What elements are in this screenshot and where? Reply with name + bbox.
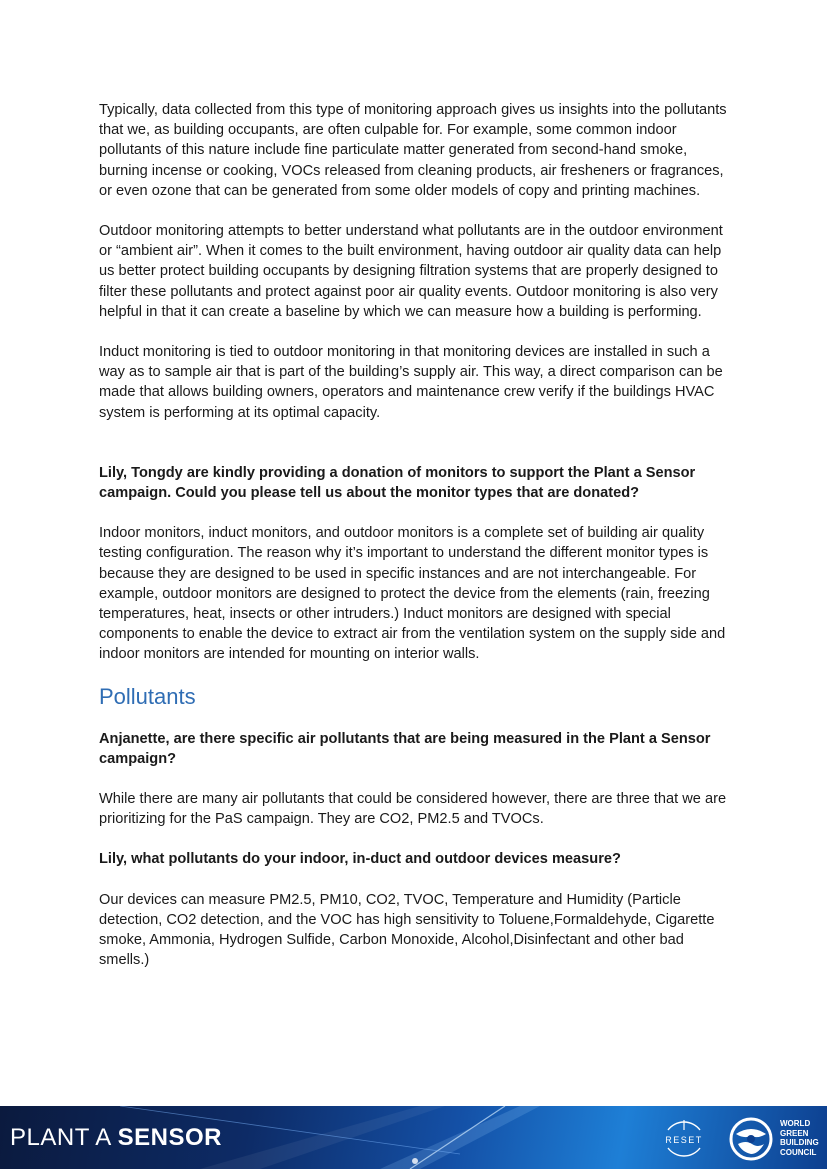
brand-text-bold: SENSOR (117, 1124, 222, 1151)
answer-device-measurements: Our devices can measure PM2.5, PM10, CO2, TVOC, Temperature and Humidity (Particle detection, CO2 detection, and the VOC has high sensitivity to Toluene,Formaldehyde, Cigarette smoke, Ammonia, Hydrogen Sulfide, Carbon Monoxide, Alcohol,Disinfectant and other bad smells.) (99, 891, 715, 969)
footer-banner (0, 1106, 827, 1169)
wgbc-line: WORLD (780, 1119, 811, 1128)
question-specific-pollutants: Anjanette, are there specific air pollutants that are being measured in the Plant a Sensor campaign? (99, 730, 711, 767)
paragraph-induct-monitoring: Induct monitoring is tied to outdoor monitoring in that monitoring devices are installed in such a way as to sample air that is part of the building’s supply air. This way, a direct comparison can be made that allows building owners, operators and maintenance crew verify if the buildings HVAC system is performing at its optimal capacity. (99, 344, 723, 421)
reset-logo-icon (660, 1116, 708, 1162)
question-monitor-types: Lily, Tongdy are kindly providing a donation of monitors to support the Plant a Sensor campaign. Could you please tell us about the monitor types that are donated? (99, 464, 696, 502)
svg-text:RESET: RESET (665, 1135, 703, 1145)
document-body (99, 100, 735, 971)
wgbc-globe-icon (728, 1116, 774, 1162)
paragraph-indoor-monitoring: Typically, data collected from this type of monitoring approach gives us insights into the pollutants that we, as building occupants, are often culpable for. For example, some common indoor pollutants of this nature include fine particulate matter generated from second-hand smoke, burning incense or cooking, VOCs released from cleaning products, air fresheners or fragrances, or even ozone that can be generated from some older models of copy and printing machines. (99, 102, 727, 199)
brand-text-light: PLANT A (10, 1124, 118, 1151)
section-heading-pollutants: Pollutants (99, 683, 196, 709)
paragraph-outdoor-monitoring: Outdoor monitoring attempts to better understand what pollutants are in the outdoor environment or “ambient air”. When it comes to the built environment, having outdoor air quality data can help us better protect building occupants by designing filtration systems that are properly designed to filter these pollutants and protect against poor air quality events. Outdoor monitoring is also very helpful in that it can create a baseline by which we can measure how a building is performing. (99, 223, 723, 320)
wgbc-line: BUILDING (780, 1138, 819, 1147)
question-device-measurements: Lily, what pollutants do your indoor, in-duct and outdoor devices measure? (99, 851, 621, 868)
plant-a-sensor-logo (10, 1124, 222, 1152)
wgbc-wordmark (780, 1119, 819, 1157)
wgbc-line: GREEN (780, 1128, 809, 1138)
wgbc-line: COUNCIL (780, 1147, 817, 1157)
answer-monitor-types: Indoor monitors, induct monitors, and outdoor monitors is a complete set of building air quality testing configuration. The reason why it’s important to understand the different monitor types is because they are designed to be used in specific instances and are not interchangeable. For example, outdoor monitors are designed to protect the device from the elements (rain, freezing temperatures, heat, insects or other intruders.) Induct monitors are designed with special components to enable the device to extract air from the ventilation system on the supply side and indoor monitors are intended for mounting on interior walls. (99, 525, 726, 663)
answer-specific-pollutants: While there are many air pollutants that could be considered however, there are three that we are prioritizing for the PaS campaign. They are CO2, PM2.5 and TVOCs. (99, 791, 727, 828)
